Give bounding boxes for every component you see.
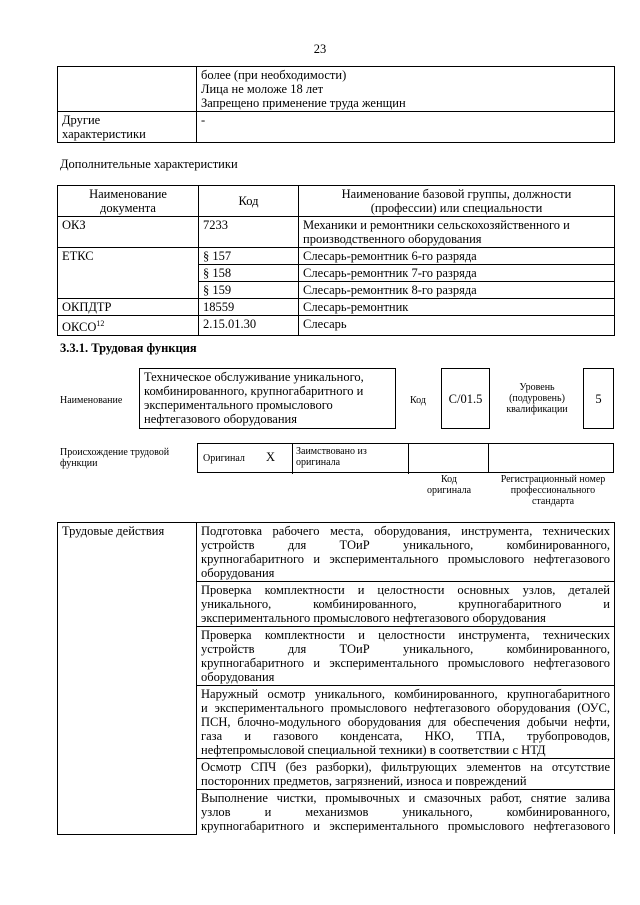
original-label: Оригинал: [203, 453, 245, 464]
requirement-line: Запрещено применение труда женщин: [201, 96, 406, 110]
table-row: [58, 248, 615, 265]
labour-actions-label: Трудовые действия: [58, 523, 197, 835]
section-title: 3.3.1. Трудовая функция: [60, 341, 197, 355]
header-code: Код: [199, 186, 299, 217]
action-item: Проверка комплектности и целостности основных узлов, деталей уникального, комбинированного, крупногабаритного и экспериментального промыслового нефтегазового оборудования: [197, 582, 615, 627]
code-okpdtr: 18559: [199, 299, 299, 316]
table-row: [58, 217, 615, 248]
registration-box: [488, 443, 614, 473]
doc-okso: ОКСО$^{12}$: [58, 316, 199, 336]
doc-okz: ОКЗ: [58, 217, 199, 248]
labour-actions-table: [57, 522, 615, 835]
code-original-label: Код оригинала: [426, 474, 472, 496]
action-item: Проверка комплектности и целостности инструмента, технических устройств для ТОиР уникального, комбинированного, крупногабаритного и экспериментального промыслового нефтегазового оборудования: [197, 627, 615, 686]
table-header-row: [58, 186, 615, 217]
doc-okpdtr: ОКПДТР: [58, 299, 199, 316]
table-row: [58, 316, 615, 336]
code-okz: 7233: [199, 217, 299, 248]
name-okpdtr: Слесарь-ремонтник: [299, 299, 615, 316]
code-etks: § 159: [199, 282, 299, 299]
other-characteristics-value: -: [197, 112, 615, 143]
header-document: Наименование документа: [58, 186, 199, 217]
header-name: Наименование базовой группы, должности (профессии) или специальности: [299, 186, 615, 217]
requirement-line: Лица не моложе 18 лет: [201, 82, 324, 96]
qualification-level-label: Уровень (подуровень) квалификации: [506, 382, 568, 415]
additional-characteristics-table: [57, 185, 615, 336]
name-etks: Слесарь-ремонтник 8-го разряда: [299, 282, 615, 299]
code-okso: 2.15.01.30: [199, 316, 299, 336]
qualification-level-box: 5: [583, 368, 614, 429]
divider: [408, 444, 409, 474]
code-label: Код: [410, 395, 426, 406]
table-row: [58, 112, 615, 143]
footnote-ref: 12: [96, 319, 105, 328]
original-mark: Х: [266, 450, 276, 464]
action-item: Осмотр СПЧ (без разборки), фильтрующих элементов на отсутствие посторонних предметов, загрязнений, износа и повреждений: [197, 759, 615, 790]
table-row: [58, 299, 615, 316]
origin-label: Происхождение трудовой функции: [60, 447, 170, 469]
action-item: Подготовка рабочего места, оборудования, инструмента, технических устройств для ТОиР уникального, комбинированного, крупногабаритного и экспериментального промыслового нефтегазового оборудования: [197, 523, 615, 582]
qualification-requirements-table: [57, 66, 615, 143]
page-number: 23: [313, 42, 327, 56]
function-name-box: Техническое обслуживание уникального, комбинированного, крупногабаритного и экспериментального промыслового нефтегазового оборудования: [139, 368, 396, 429]
borrowed-label: Заимствовано из оригинала: [296, 446, 367, 468]
name-etks: Слесарь-ремонтник 7-го разряда: [299, 265, 615, 282]
function-code-box: С/01.5: [441, 368, 490, 429]
code-etks: § 158: [199, 265, 299, 282]
action-item: Наружный осмотр уникального, комбинированного, крупногабаритного и экспериментального промыслового нефтегазового оборудования (ОУС, ПСН, блочно-модульного оборудования для обеспечения добычи нефти, газа и газового конденсата, НКО, ТПА, трубопроводов, нефтепромысловой специальной техники) в соответствии с НТД: [197, 686, 615, 759]
action-item: Выполнение чистки, промывочных и смазочных работ, снятие залива узлов и механизмов уникального, комбинированного, крупногабаритного и экспериментального промыслового нефтегазового: [197, 790, 615, 835]
code-etks: § 157: [199, 248, 299, 265]
other-characteristics-label: Другие характеристики: [58, 112, 197, 143]
registration-number-label: Регистрационный номер профессионального стандарта: [500, 474, 606, 507]
name-okz: Механики и ремонтники сельскохозяйственного и производственного оборудования: [299, 217, 615, 248]
additional-characteristics-heading: Дополнительные характеристики: [60, 157, 238, 171]
table-row: [58, 67, 615, 112]
name-okso: Слесарь: [299, 316, 615, 336]
doc-etks: ЕТКС: [58, 248, 199, 299]
table-row: [58, 523, 615, 582]
name-etks: Слесарь-ремонтник 6-го разряда: [299, 248, 615, 265]
requirement-line: более (при необходимости): [201, 68, 347, 82]
function-name-label: Наименование: [60, 395, 123, 406]
requirements-cell: [197, 67, 615, 112]
empty-cell: [58, 67, 197, 112]
divider: [292, 444, 293, 474]
